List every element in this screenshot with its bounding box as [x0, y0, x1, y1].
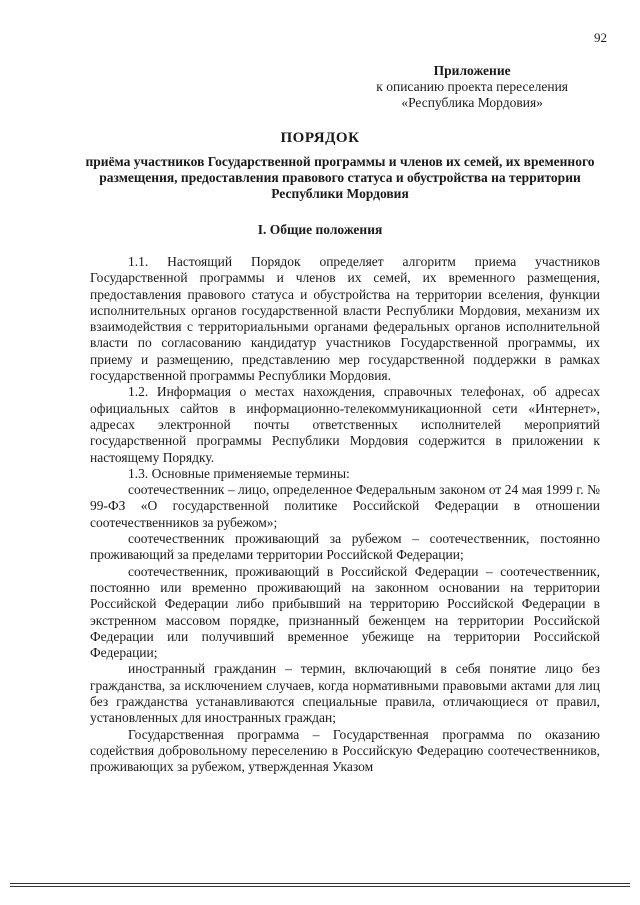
term-compatriot-abroad: соотечественник проживающий за рубежом – соотечественник, постоянно проживающий за пределами территории Российской Федерации;	[90, 531, 600, 563]
page-number: 92	[594, 30, 607, 45]
paragraph-1-1: 1.1. Настоящий Порядок определяет алгоритм приема участников Государственной программы и членов их семей, их временного размещения, предоставления правового статуса и обустройства на территории вселения, функции исполнительных органов государственной власти Республики Мордовия, механизм их взаимодействия с территориальными органами федеральных органов исполнительной власти по согласованию кандидатур участников Государственной программы, их приему и размещению, представлению мер государственной поддержки в рамках государственной программы Республики Мордовия.	[90, 254, 600, 384]
body-text	[90, 254, 600, 776]
document-subtitle: приёма участников Государственной программы и членов их семей, их временного размещения, предоставления правового статуса и обустройства на территории Республики Мордовия	[85, 154, 595, 201]
footer-rule	[10, 883, 630, 884]
appendix-title: Приложение	[433, 63, 511, 78]
appendix-line-1: к описанию проекта переселения	[376, 79, 568, 94]
appendix-block	[376, 63, 568, 111]
term-foreign-citizen: иностранный гражданин – термин, включающий в себя понятие лицо без гражданства, за исключением случаев, когда нормативными правовыми актами для лиц без гражданства устанавливаются специальные правила, отличающиеся от правил, установленных для иностранных граждан;	[90, 661, 600, 726]
term-compatriot-in-russia: соотечественник, проживающий в Российской Федерации – соотечественник, постоянно или временно проживающий на законном основании на территории Российской Федерации либо прибывший на территорию Российской Федерации в экстренном массовом порядке, признанный беженцем на территории Российской Федерации или получивший временное убежище на территории Российской Федерации;	[90, 563, 600, 661]
term-state-program: Государственная программа – Государственная программа по оказанию содействия добровольному переселению в Российскую Федерацию соотечественников, проживающих за рубежом, утвержденная Указом	[90, 726, 600, 775]
appendix-line-2: «Республика Мордовия»	[401, 95, 543, 110]
paragraph-1-3: 1.3. Основные применяемые термины:	[128, 465, 350, 481]
paragraph-1-2: 1.2. Информация о местах нахождения, справочных телефонах, об адресах официальных сайтов в информационно-телекоммуникационной сети «Интернет», адресах электронной почты ответственных исполнителей мероприятий государственной программы Республики Мордовия содержится в приложении к настоящему Порядку.	[90, 384, 600, 465]
term-compatriot: соотечественник – лицо, определенное Федеральным законом от 24 мая 1999 г. № 99-ФЗ «О государственной политике Российской Федерации в отношении соотечественников за рубежом»;	[90, 482, 600, 530]
section-heading: I. Общие положения	[257, 222, 383, 237]
footer-rule-second	[10, 886, 630, 887]
document-title: ПОРЯДОК	[280, 130, 360, 146]
